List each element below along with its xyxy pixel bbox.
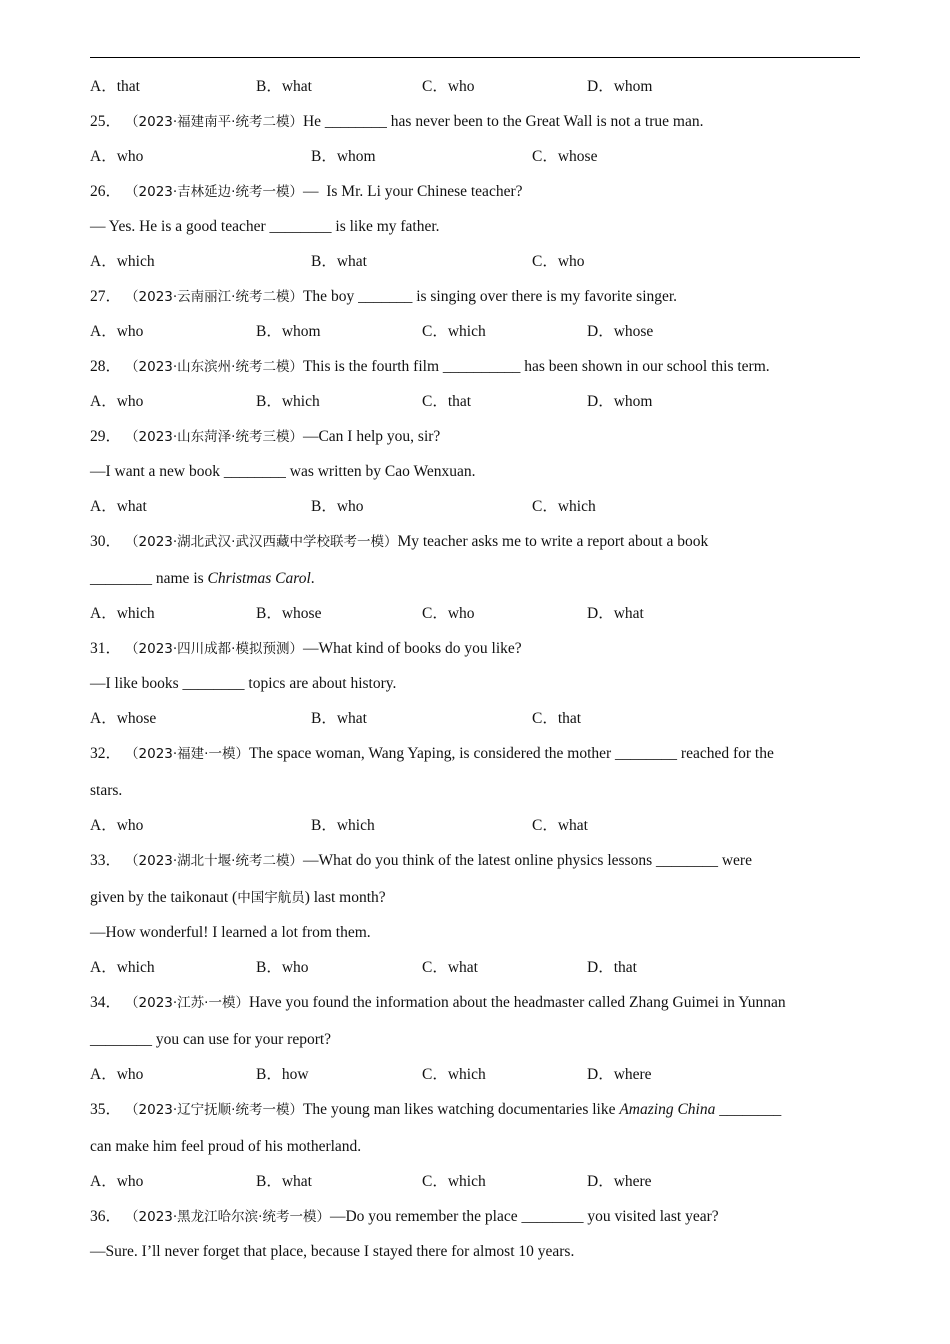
question-source: （2023·山东滨州·统考二模） [125, 359, 303, 375]
question-text: The boy _______ is singing over there is my favorite singer. [302, 288, 678, 305]
question-31 [90, 639, 522, 659]
question-text: —Do you remember the place ________ you visited last year? [329, 1208, 719, 1225]
question-32 [90, 744, 774, 764]
options-q29 [90, 497, 860, 517]
option-b[interactable]: B．whose [256, 605, 322, 622]
question-source: （2023·吉林延边·统考一模） [125, 184, 303, 200]
question-text: The young man likes watching documentaries like [302, 1101, 620, 1118]
options-q25 [90, 147, 860, 167]
option-b[interactable]: B．how [256, 1066, 309, 1083]
question-number: 30． [90, 533, 122, 550]
option-a[interactable]: A．who [90, 1066, 144, 1083]
book-title: Christmas Carol [207, 570, 311, 587]
question-text: —Can I help you, sir? [302, 428, 441, 445]
option-b[interactable]: B．whom [311, 148, 376, 165]
question-number: 36． [90, 1208, 122, 1225]
option-a[interactable]: A．what [90, 498, 147, 515]
option-b[interactable]: B．which [256, 393, 320, 410]
option-c[interactable]: C．which [422, 1173, 486, 1190]
question-number: 27． [90, 288, 122, 305]
option-c[interactable]: C．what [422, 959, 478, 976]
option-b[interactable]: B．what [256, 78, 312, 95]
option-c[interactable]: C．that [422, 393, 472, 410]
option-c[interactable]: C．who [422, 78, 475, 95]
question-number: 34． [90, 994, 122, 1011]
question-36-line-2: —Sure. I’ll never forget that place, because I stayed there for almost 10 years. [90, 1243, 575, 1260]
question-35 [90, 1100, 781, 1120]
text-segment: ________ name is [90, 570, 208, 587]
option-b[interactable]: B．what [256, 1173, 312, 1190]
option-a[interactable]: A．who [90, 817, 144, 834]
question-source: （2023·云南丽江·统考二模） [125, 289, 303, 305]
question-text: My teacher asks me to write a report about a book [397, 533, 709, 550]
question-26-line-2: — Yes. He is a good teacher ________ is like my father. [90, 218, 440, 235]
question-source: （2023·山东菏泽·统考三模） [125, 429, 303, 445]
question-30-line-2 [90, 569, 315, 589]
options-q27 [90, 322, 860, 342]
option-c[interactable]: C．what [532, 817, 588, 834]
question-36 [90, 1207, 719, 1227]
question-33 [90, 851, 752, 871]
option-a[interactable]: A．that [90, 78, 140, 95]
question-text: Have you found the information about the headmaster called Zhang Guimei in Yunnan [248, 994, 786, 1011]
question-number: 32． [90, 745, 122, 762]
question-text: — Is Mr. Li your Chinese teacher? [302, 183, 523, 200]
option-d[interactable]: D．whom [587, 78, 653, 95]
option-d[interactable]: D．what [587, 605, 644, 622]
question-number: 26． [90, 183, 122, 200]
question-33-line-2 [90, 888, 386, 908]
question-number: 31． [90, 640, 122, 657]
option-a[interactable]: A．who [90, 323, 144, 340]
options-q30 [90, 604, 860, 624]
question-text: —What kind of books do you like? [302, 640, 522, 657]
question-source: （2023·江苏·一模） [125, 995, 249, 1011]
question-number: 28． [90, 358, 122, 375]
option-b[interactable]: B．what [311, 710, 367, 727]
question-source: （2023·福建·一模） [125, 746, 249, 762]
options-q31 [90, 709, 860, 729]
question-text: He ________ has never been to the Great Wall is not a true man. [302, 113, 704, 130]
text-segment: ________ [715, 1101, 782, 1118]
question-source: （2023·黑龙江哈尔滨·统考一模） [125, 1209, 330, 1225]
option-a[interactable]: A．who [90, 393, 144, 410]
question-34-line-2: ________ you can use for your report? [90, 1031, 332, 1048]
option-d[interactable]: D．whose [587, 323, 654, 340]
option-b[interactable]: B．who [256, 959, 309, 976]
question-text: The space woman, Wang Yaping, is considered the mother ________ reached for the [248, 745, 774, 762]
question-source: （2023·辽宁抚顺·统考一模） [125, 1102, 303, 1118]
question-number: 29． [90, 428, 122, 445]
question-number: 33． [90, 852, 122, 869]
option-b[interactable]: B．which [311, 817, 375, 834]
text-segment: given by the taikonaut ( [90, 889, 238, 906]
option-a[interactable]: A．which [90, 959, 155, 976]
question-29-line-2: —I want a new book ________ was written by Cao Wenxuan. [90, 463, 476, 480]
option-c[interactable]: C．that [532, 710, 582, 727]
question-source: （2023·湖北十堰·统考二模） [125, 853, 303, 869]
option-d[interactable]: D．where [587, 1173, 652, 1190]
question-number: 35． [90, 1101, 122, 1118]
question-33-line-3: —How wonderful! I learned a lot from them. [90, 924, 371, 941]
question-27 [90, 287, 677, 307]
question-31-line-2: —I like books ________ topics are about history. [90, 675, 397, 692]
options-q24 [90, 77, 860, 97]
question-text: —What do you think of the latest online physics lessons ________ were [302, 852, 752, 869]
option-d[interactable]: D．where [587, 1066, 652, 1083]
documentary-title: Amazing China [619, 1101, 716, 1118]
question-text: This is the fourth film __________ has been shown in our school this term. [302, 358, 770, 375]
options-q32 [90, 816, 860, 836]
question-source: （2023·福建南平·统考二模） [125, 114, 303, 130]
options-q35 [90, 1172, 860, 1192]
option-a[interactable]: A．which [90, 253, 155, 270]
question-32-line-2: stars. [90, 782, 123, 799]
text-segment: ) last month? [304, 889, 386, 906]
options-q26 [90, 252, 860, 272]
option-c[interactable]: C．which [422, 1066, 486, 1083]
question-number: 25． [90, 113, 122, 130]
question-34 [90, 993, 786, 1013]
chinese-gloss: 中国宇航员 [237, 890, 305, 906]
option-c[interactable]: C．which [422, 323, 486, 340]
question-26 [90, 182, 523, 202]
option-c[interactable]: C．who [422, 605, 475, 622]
option-b[interactable]: B．what [311, 253, 367, 270]
text-segment: . [310, 570, 315, 587]
options-q28 [90, 392, 860, 412]
option-a[interactable]: A．who [90, 1173, 144, 1190]
option-d[interactable]: D．that [587, 959, 637, 976]
question-28 [90, 357, 770, 377]
question-source: （2023·湖北武汉·武汉西藏中学校联考一模） [125, 534, 398, 550]
option-a[interactable]: A．whose [90, 710, 157, 727]
option-a[interactable]: A．which [90, 605, 155, 622]
option-a[interactable]: A．who [90, 148, 144, 165]
question-29 [90, 427, 440, 447]
options-q34 [90, 1065, 860, 1085]
option-b[interactable]: B．whom [256, 323, 321, 340]
question-35-line-2: can make him feel proud of his motherland. [90, 1138, 362, 1155]
question-source: （2023·四川成都·模拟预测） [125, 641, 303, 657]
question-25 [90, 112, 703, 132]
question-30 [90, 532, 708, 552]
option-c[interactable]: C．whose [532, 148, 598, 165]
option-b[interactable]: B．who [311, 498, 364, 515]
options-q33 [90, 958, 860, 978]
option-c[interactable]: C．which [532, 498, 596, 515]
option-d[interactable]: D．whom [587, 393, 653, 410]
option-c[interactable]: C．who [532, 253, 585, 270]
header-rule [90, 57, 860, 58]
